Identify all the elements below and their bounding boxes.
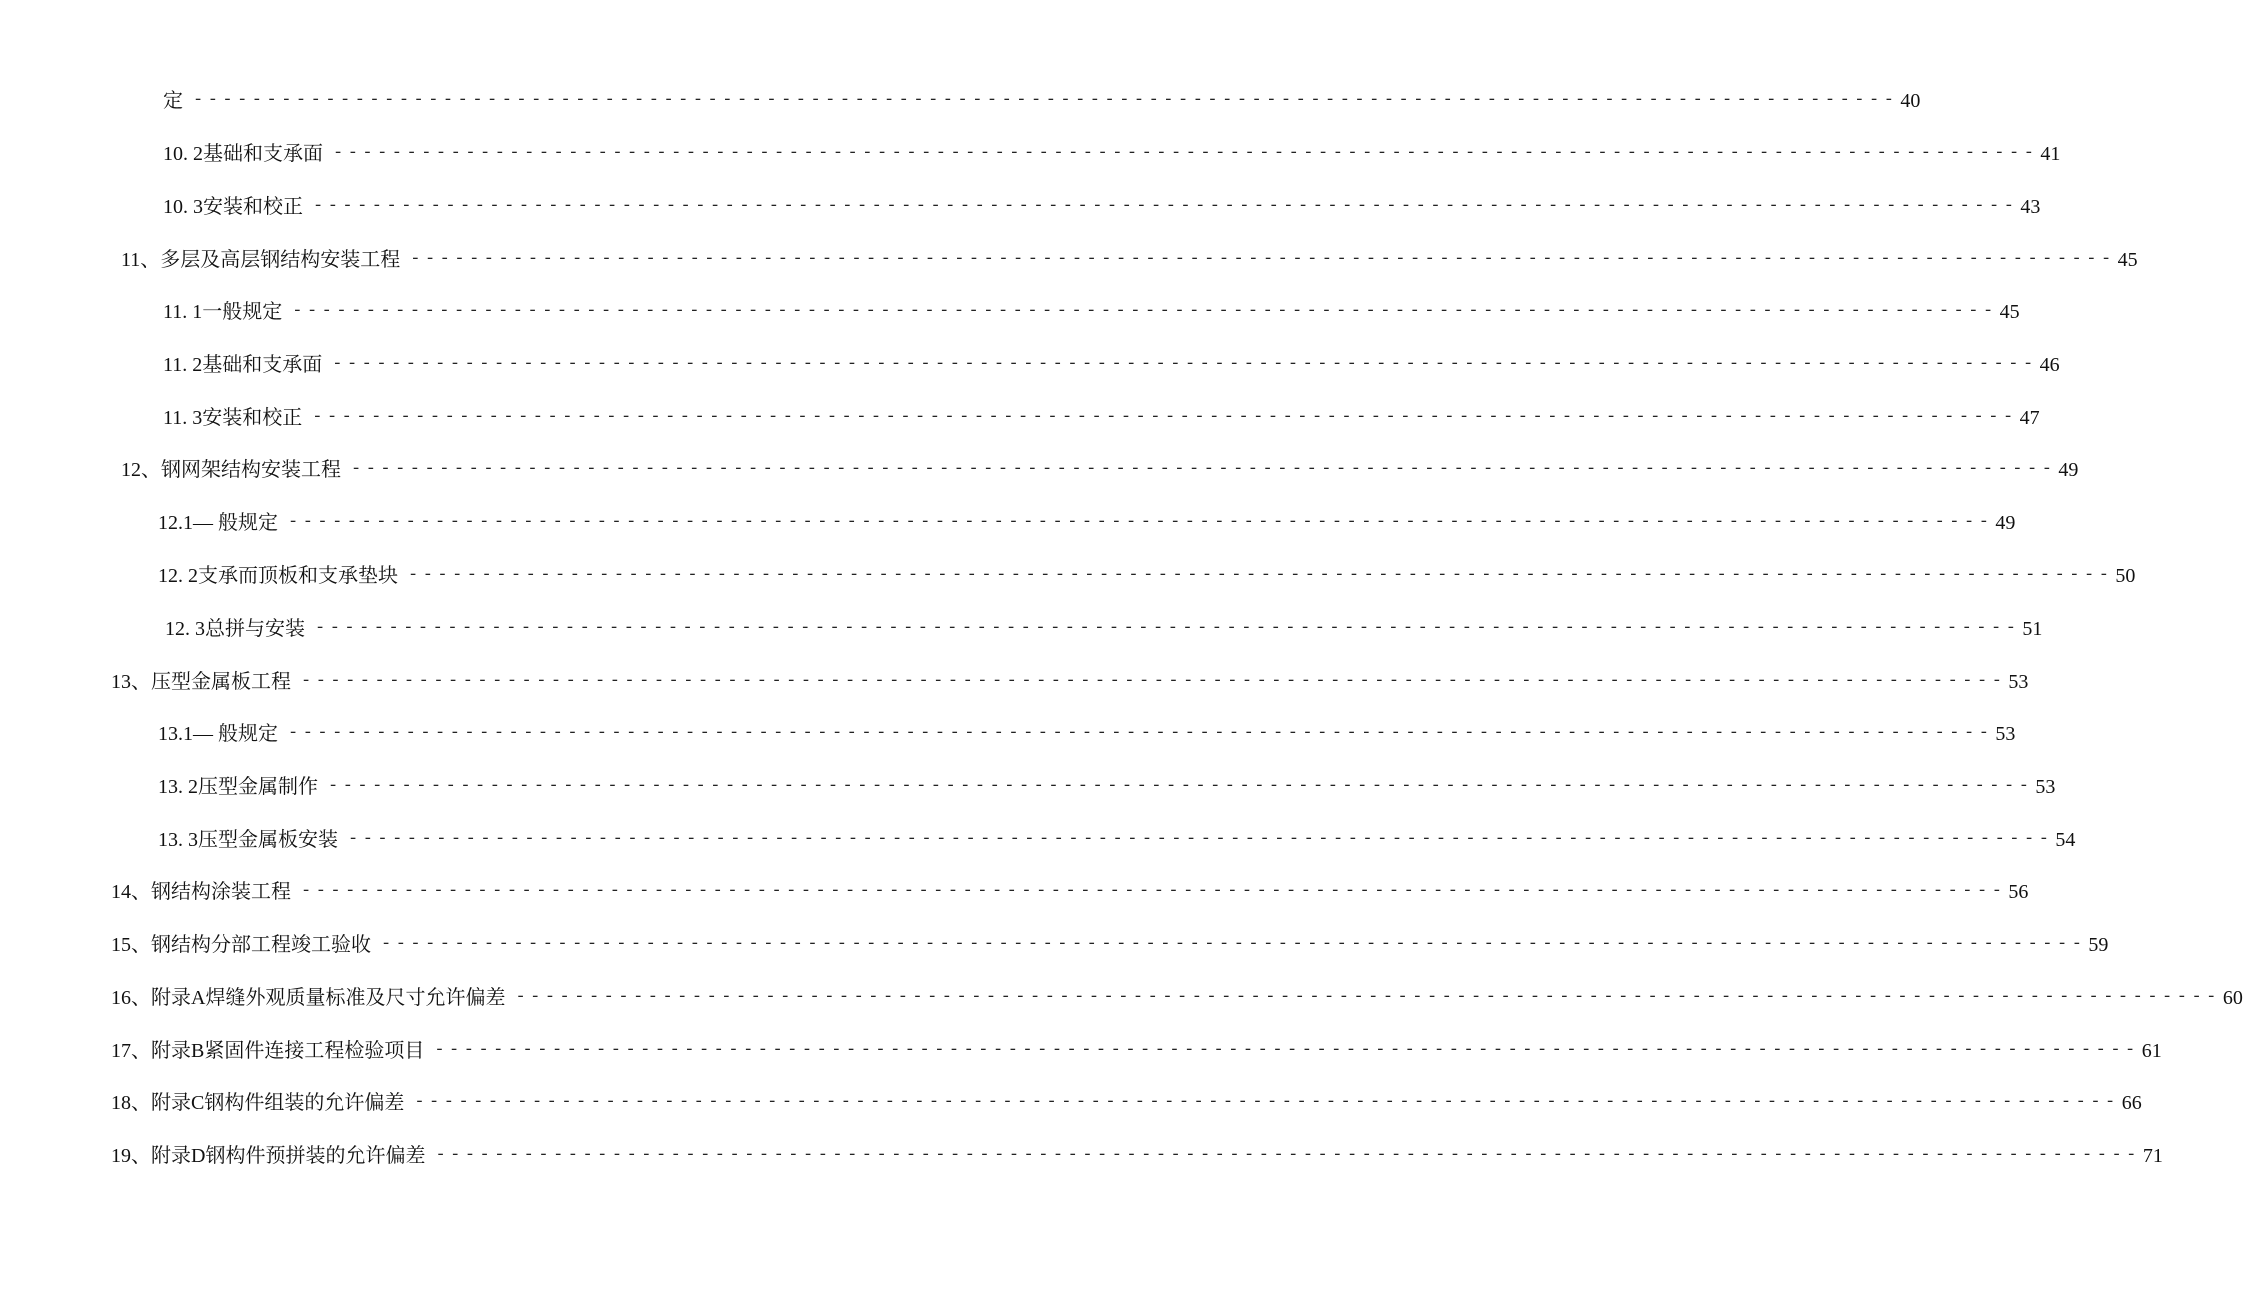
toc-dot-leader: -------------------------------------------------------------------------------------------------------------------- (515, 988, 2221, 1007)
toc-entry (111, 930, 2109, 960)
toc-page-number: 66 (2121, 1092, 2142, 1114)
toc-page-number: 56 (2008, 881, 2029, 903)
toc-dot-leader: -------------------------------------------------------------------------------------------------------------------- (301, 882, 2007, 901)
toc-page-number: 71 (2142, 1145, 2163, 1167)
toc-entry (121, 455, 2079, 485)
toc-page-number: 49 (2058, 459, 2079, 481)
toc-entry (121, 245, 2138, 275)
toc-entry-title: 16、附录A焊缝外观质量标准及尺寸允许偏差 (111, 987, 506, 1009)
toc-entry (111, 1036, 2162, 1066)
toc-entry-title: 12.1— 般规定 (158, 512, 278, 534)
toc-dot-leader: -------------------------------------------------------------------------------------------------------------------- (328, 777, 2034, 796)
toc-entry-title: 10. 3安装和校正 (163, 196, 303, 218)
toc-page-number: 59 (2088, 934, 2109, 956)
toc-entry (163, 350, 2060, 380)
toc-entry-title: 12、钢网架结构安装工程 (121, 459, 341, 481)
toc-page-number: 45 (2117, 249, 2138, 271)
toc-entry-title: 13、压型金属板工程 (111, 671, 291, 693)
toc-page-number: 43 (2020, 196, 2041, 218)
toc-page-number: 41 (2040, 143, 2061, 165)
toc-dot-leader: -------------------------------------------------------------------------------------------------------------------- (414, 1093, 2120, 1112)
toc-entry (111, 1088, 2142, 1118)
toc-entry-title: 13. 3压型金属板安装 (158, 829, 338, 851)
toc-entry (163, 192, 2041, 222)
toc-dot-leader: -------------------------------------------------------------------------------------------------------------------- (332, 355, 2038, 374)
toc-dot-leader: -------------------------------------------------------------------------------------------------------------------- (351, 460, 2057, 479)
toc-dot-leader: -------------------------------------------------------------------------------------------------------------------- (333, 144, 2039, 163)
toc-entry (111, 983, 2243, 1013)
toc-entry (163, 86, 1921, 116)
toc-page-number: 53 (2035, 776, 2056, 798)
toc-entry (111, 667, 2029, 697)
toc-entry (163, 297, 2020, 327)
toc-page-number: 53 (2008, 671, 2029, 693)
toc-dot-leader: -------------------------------------------------------------------------------------------------------------------- (315, 619, 2021, 638)
toc-page-number: 60 (2222, 987, 2243, 1009)
toc-dot-leader: -------------------------------------------------------------------------------------------------------------------- (312, 408, 2018, 427)
toc-entry-title: 13. 2压型金属制作 (158, 776, 318, 798)
toc-dot-leader: -------------------------------------------------------------------------------------------------------------------- (408, 566, 2114, 585)
toc-entry-title: 11、多层及高层钢结构安装工程 (121, 249, 401, 271)
toc-entry-title: 14、钢结构涂装工程 (111, 881, 291, 903)
toc-entry-title: 17、附录B紧固件连接工程检验项目 (111, 1040, 425, 1062)
toc-page-number: 45 (1999, 301, 2020, 323)
toc-page-number: 53 (1995, 723, 2016, 745)
toc-entry (158, 561, 2136, 591)
toc-entry (158, 508, 2016, 538)
toc-entry-title: 15、钢结构分部工程竣工验收 (111, 934, 371, 956)
toc-entry-title: 18、附录C钢构件组装的允许偏差 (111, 1092, 405, 1114)
toc-entry-title: 11. 2基础和支承面 (163, 354, 323, 376)
toc-entry (158, 772, 2056, 802)
toc-entry-title: 10. 2基础和支承面 (163, 143, 323, 165)
toc-entry-title: 11. 3安装和校正 (163, 407, 303, 429)
toc-dot-leader: -------------------------------------------------------------------------------------------------------------------- (288, 724, 1994, 743)
toc-entry (111, 1141, 2163, 1171)
toc-entry (111, 877, 2029, 907)
toc-dot-leader: -------------------------------------------------------------------------------------------------------------------- (193, 91, 1899, 110)
toc-page-number: 47 (2019, 407, 2040, 429)
toc-entry-title: 11. 1一般规定 (163, 301, 283, 323)
toc-entry-title: 13.1— 般规定 (158, 723, 278, 745)
toc-entry (165, 614, 2043, 644)
toc-dot-leader: -------------------------------------------------------------------------------------------------------------------- (288, 513, 1994, 532)
toc-entry (158, 719, 2016, 749)
toc-entry-title: 定 (163, 90, 183, 112)
toc-dot-leader: -------------------------------------------------------------------------------------------------------------------- (348, 830, 2054, 849)
toc-page-number: 50 (2115, 565, 2136, 587)
toc-page-number: 46 (2039, 354, 2060, 376)
toc-page-number: 61 (2141, 1040, 2162, 1062)
toc-page-number: 51 (2022, 618, 2043, 640)
toc-dot-leader: -------------------------------------------------------------------------------------------------------------------- (410, 250, 2116, 269)
toc-entry (163, 403, 2040, 433)
toc-dot-leader: -------------------------------------------------------------------------------------------------------------------- (292, 302, 1998, 321)
toc-entry (163, 139, 2061, 169)
toc-page-number: 49 (1995, 512, 2016, 534)
toc-page-number: 40 (1900, 90, 1921, 112)
toc-dot-leader: -------------------------------------------------------------------------------------------------------------------- (434, 1041, 2140, 1060)
toc-entry-title: 19、附录D钢构件预拼装的允许偏差 (111, 1145, 426, 1167)
toc-entry (158, 825, 2076, 855)
toc-entry-title: 12. 3总拼与安装 (165, 618, 305, 640)
toc-page-number: 54 (2055, 829, 2076, 851)
toc-dot-leader: -------------------------------------------------------------------------------------------------------------------- (313, 197, 2019, 216)
toc-entry-title: 12. 2支承而顶板和支承垫块 (158, 565, 398, 587)
toc-dot-leader: -------------------------------------------------------------------------------------------------------------------- (381, 935, 2087, 954)
toc-dot-leader: -------------------------------------------------------------------------------------------------------------------- (301, 672, 2007, 691)
toc-dot-leader: -------------------------------------------------------------------------------------------------------------------- (435, 1146, 2141, 1165)
